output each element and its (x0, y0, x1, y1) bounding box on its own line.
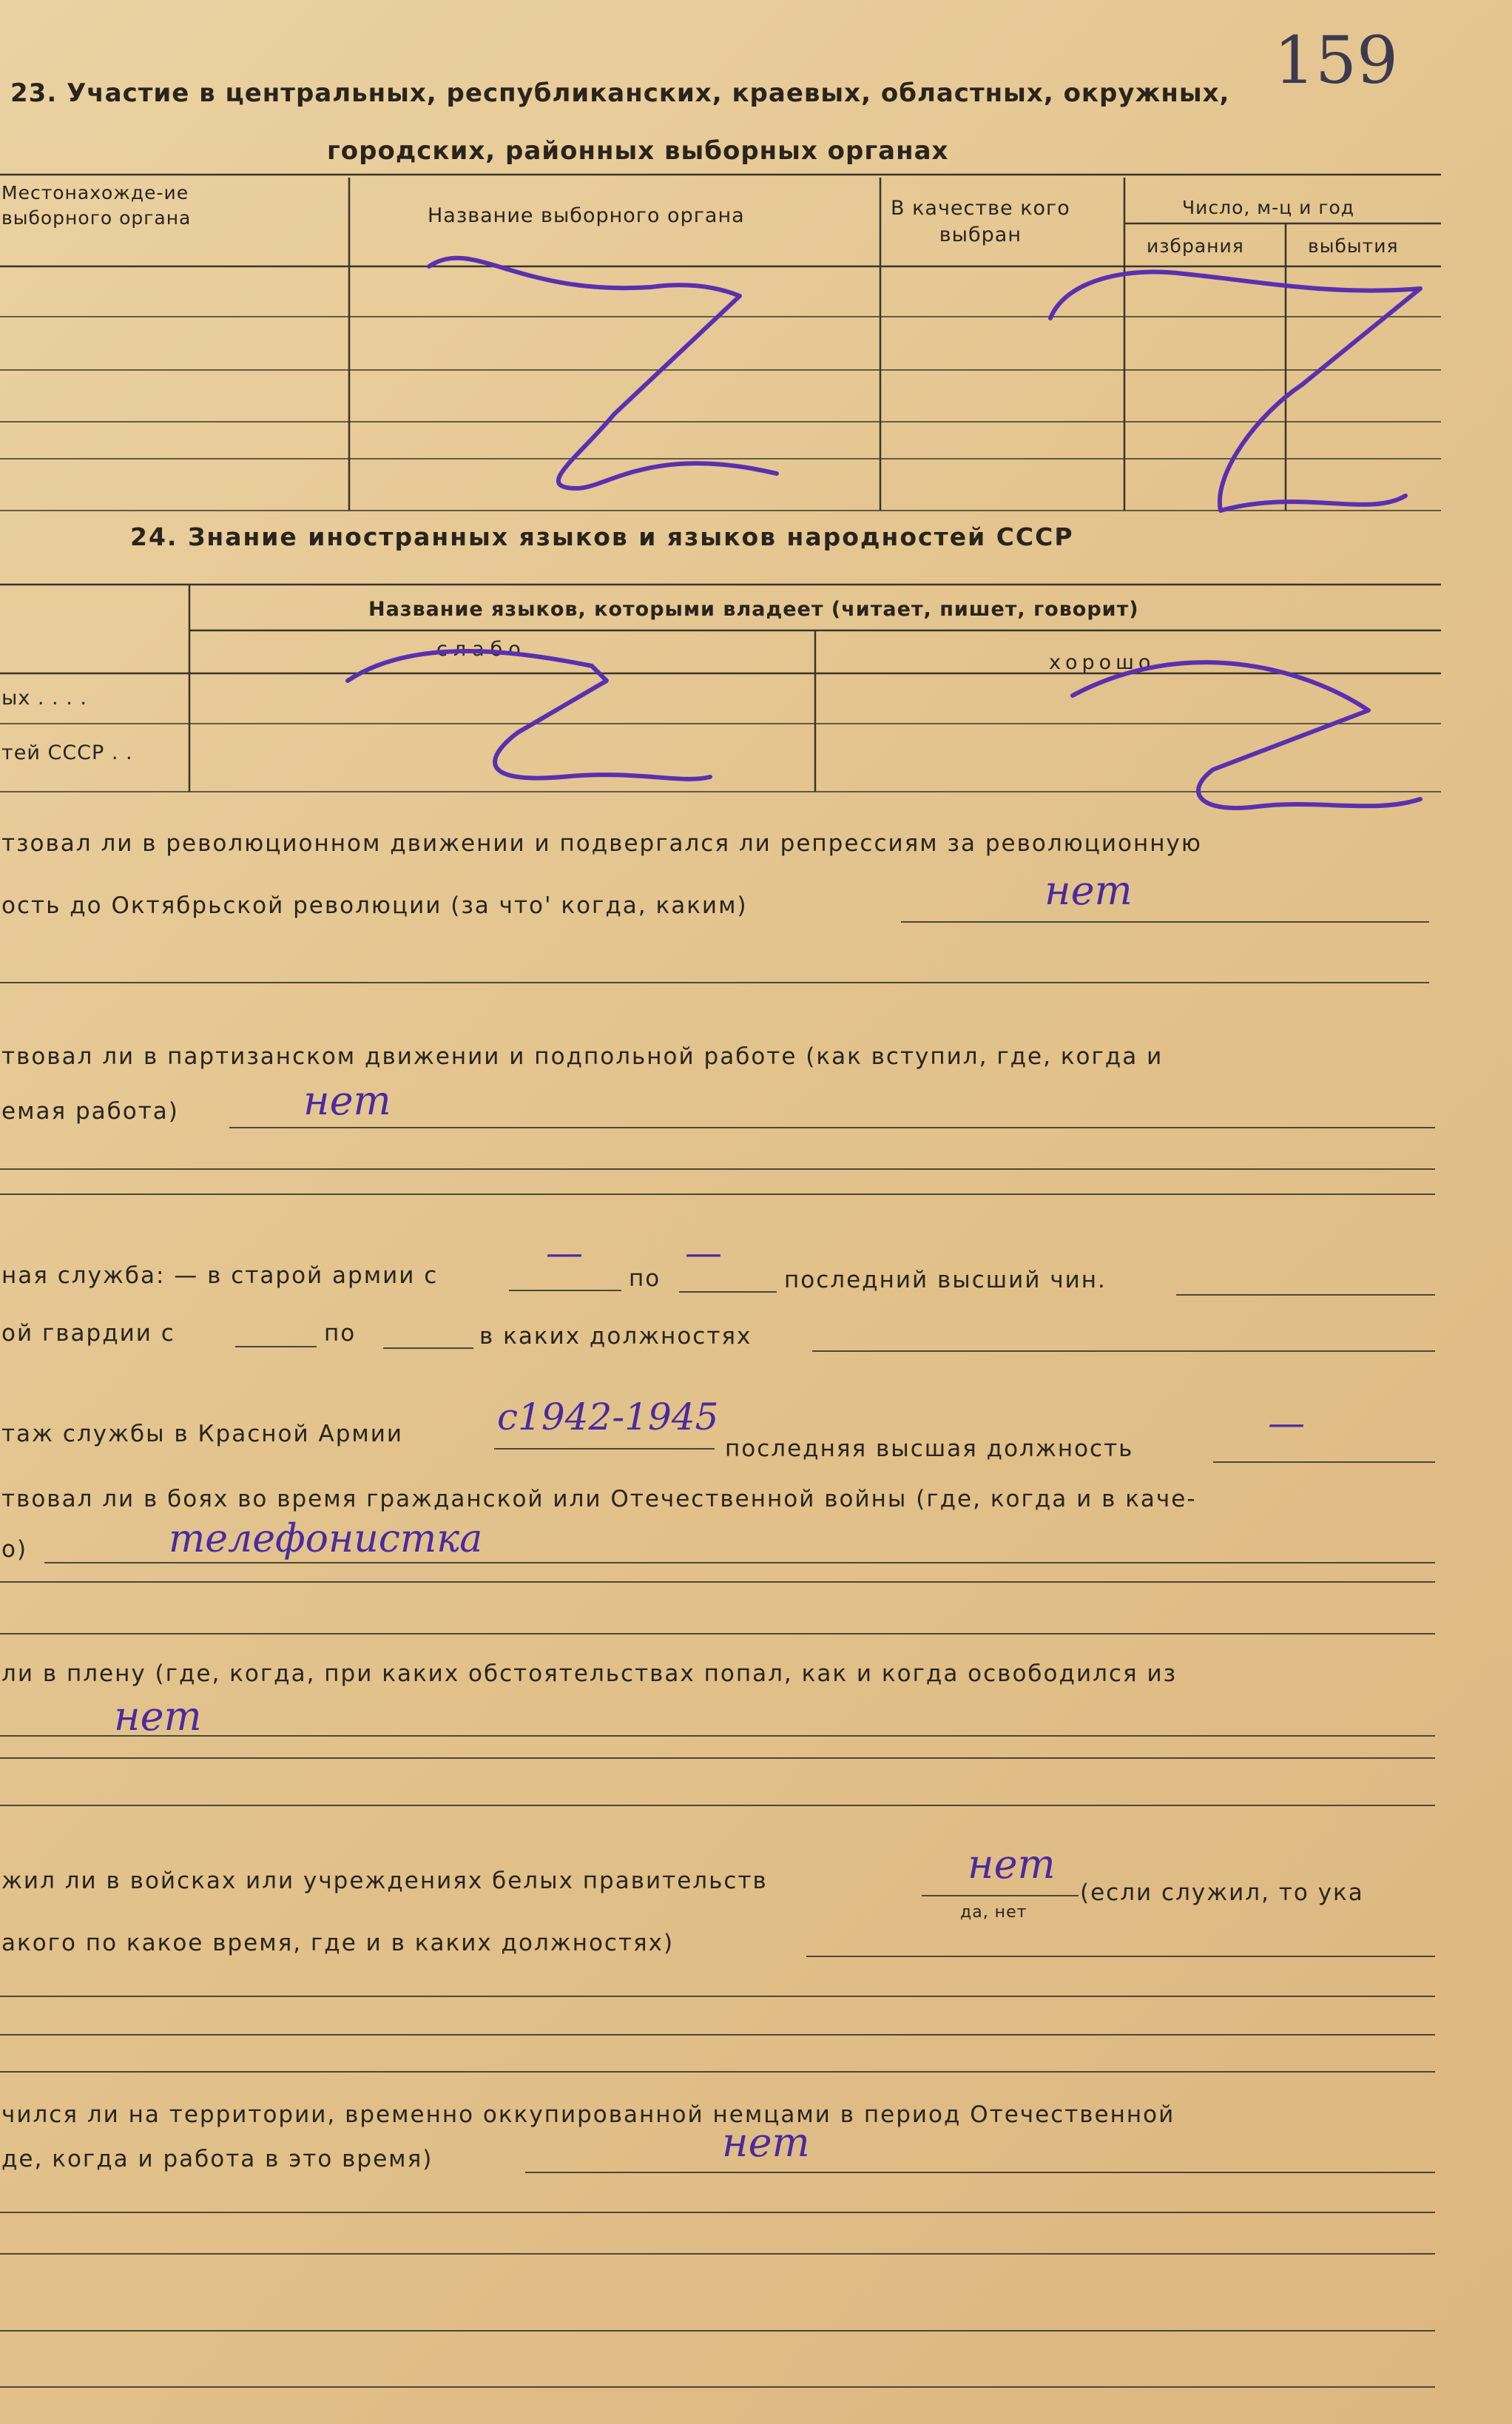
q-partisan-answer: нет (303, 1077, 391, 1124)
q-captivity-line1: ли в плену (где, когда, при каких обстоятельствах попал, как и когда освободился из (1, 1660, 1178, 1687)
q-military-old-army-from: — (546, 1231, 583, 1274)
page-number: 159 (1274, 22, 1398, 98)
section-23-title-cont: городских, районных выборных органах (327, 136, 949, 166)
languages-row-foreign: ых . . . . (1, 687, 87, 710)
q-revolution-line2: ость до Октябрьской революции (за что' когда, каким) (1, 892, 748, 919)
q-military-line1c: последний высший чин. (784, 1267, 1107, 1293)
q-military-line2c: в каких должностях (479, 1323, 752, 1350)
z-strike-mark (1073, 662, 1420, 808)
q-white-yes-no: да, нет (960, 1903, 1027, 1922)
q-red-army-line1b: последняя высшая должность (725, 1435, 1134, 1462)
col-name-header: Название выборного органа (428, 204, 745, 227)
q-white-line1b: (если служил, то ука (1080, 1879, 1364, 1906)
col-as-whom-header: В качестве кого выбран (891, 197, 1070, 246)
col-elected-header: избрания (1147, 235, 1244, 257)
z-strike-mark (1050, 272, 1420, 511)
languages-header: Название языков, которыми владеет (читает, пишет, говорит) (368, 598, 1139, 621)
q-military-line1a: ная служба: — в старой армии с (1, 1262, 439, 1289)
languages-good-label: хорошо (1049, 651, 1155, 674)
col-retired-header: выбытия (1308, 235, 1399, 257)
z-strike-mark (348, 651, 710, 779)
q-revolution-answer: нет (1044, 867, 1133, 914)
q-partisan-line2: емая работа) (1, 1098, 179, 1125)
q-military-line1b: по (629, 1265, 661, 1292)
q-military-line2a: ой гвардии с (1, 1320, 175, 1347)
q-partisan-line1: твовал ли в партизанском движении и подпольной работе (как вступил, где, когда и (1, 1043, 1164, 1070)
languages-weak-label: слабо (436, 638, 527, 661)
q-occupation-line2: де, когда и работа в это время) (1, 2146, 433, 2172)
languages-row-ussr: тей СССР . . (1, 741, 133, 764)
section-23-title: 23. Участие в центральных, республиканских, краевых, областных, окружных, (10, 78, 1230, 108)
q-red-army-years: с1942-1945 (497, 1396, 719, 1438)
q-military-old-army-to: — (685, 1231, 722, 1274)
q-white-line1a: жил ли в войсках или учреждениях белых правительств (1, 1868, 768, 1894)
q-military-line2b: по (324, 1320, 357, 1347)
q-occupation-line1: чился ли на территории, временно оккупированной немцами в период Отечественной (1, 2101, 1175, 2128)
q-white-answer: нет (968, 1841, 1056, 1888)
q-red-army-answer: телефонистка (169, 1517, 483, 1561)
col-location-header: Местонахожде-ие выборного органа (1, 182, 192, 229)
q-occupation-answer: нет (722, 2119, 810, 2166)
q-red-army-line3: о) (1, 1536, 28, 1563)
q-red-army-line2: твовал ли в боях во время гражданской или Отечественной войны (где, когда и в каче- (1, 1486, 1197, 1512)
q-red-army-position: — (1268, 1401, 1305, 1444)
q-revolution-line1: тзовал ли в революционном движении и подвергался ли репрессиям за революционную (1, 830, 1202, 857)
q-white-line2: акого по какое время, где и в каких должностях) (1, 1930, 675, 1956)
q-captivity-answer: нет (114, 1693, 202, 1740)
z-strike-mark (429, 258, 777, 488)
section-24-title: 24. Знание иностранных языков и языков народностей СССР (130, 522, 1074, 551)
col-date-header: Число, м-ц и год (1182, 197, 1355, 218)
q-red-army-line1a: таж службы в Красной Армии (1, 1421, 404, 1447)
